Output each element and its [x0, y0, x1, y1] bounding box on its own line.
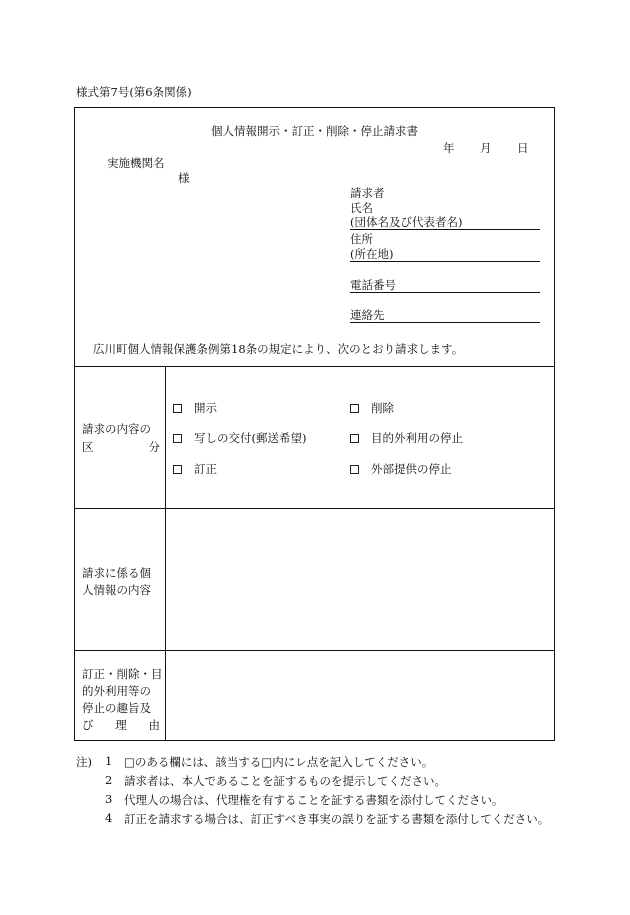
- section-divider: [75, 508, 554, 509]
- option-label: 開示: [194, 401, 217, 415]
- reason-label-part: 由: [148, 718, 160, 732]
- option-stop-external-provision[interactable]: [350, 461, 452, 477]
- reason-label: 停止の趣旨及: [82, 701, 151, 715]
- personal-info-label: 請求に係る個: [82, 566, 151, 580]
- note-number: 2: [105, 773, 113, 787]
- reason-label: 的外利用等の: [82, 684, 151, 698]
- form-title: 個人情報開示・訂正・削除・停止請求書: [211, 124, 418, 138]
- request-type-label-line2: [82, 439, 160, 455]
- section-divider: [75, 650, 554, 651]
- note-text: □のある欄には、該当する□内にレ点を記入してください。: [124, 755, 434, 769]
- requester-phone-label: 電話番号: [350, 278, 396, 292]
- requester-address-label: 住所: [350, 232, 373, 246]
- reason-label: 訂正・削除・目: [82, 667, 163, 681]
- reason-content-area[interactable]: [171, 656, 549, 736]
- date-month-label: 月: [480, 141, 492, 155]
- checkbox[interactable]: [350, 434, 359, 443]
- checkbox[interactable]: [173, 465, 182, 474]
- reason-label-part: び: [82, 718, 94, 732]
- checkbox[interactable]: [173, 434, 182, 443]
- option-correction[interactable]: [173, 461, 217, 477]
- note-number: 1: [105, 754, 113, 768]
- option-deletion[interactable]: [350, 400, 394, 416]
- honorific-label: 様: [178, 171, 190, 185]
- option-label: 写しの交付(郵送希望): [194, 431, 307, 445]
- requester-heading: 請求者: [350, 186, 385, 200]
- phone-underline: [350, 292, 540, 293]
- reason-label-part: 理: [115, 718, 127, 732]
- ordinance-statement: 広川町個人情報保護条例第18条の規定により、次のとおり請求します。: [93, 342, 464, 356]
- option-disclosure[interactable]: [173, 400, 217, 416]
- requester-name-label: 氏名: [350, 201, 373, 215]
- reason-label-line4: [82, 717, 160, 733]
- note-number: 3: [105, 792, 113, 806]
- request-type-label: 請求の内容の: [82, 422, 151, 436]
- option-copy-delivery[interactable]: [173, 430, 306, 446]
- requester-organization-label: (団体名及び代表者名): [350, 215, 463, 229]
- label-column-divider: [165, 366, 166, 740]
- checkbox[interactable]: [350, 404, 359, 413]
- contact-underline: [350, 322, 540, 323]
- checkbox[interactable]: [173, 404, 182, 413]
- request-form-frame: [74, 107, 555, 741]
- date-day-label: 日: [517, 141, 529, 155]
- note-text: 訂正を請求する場合は、訂正すべき事実の誤りを証する書類を添付してください。: [124, 812, 550, 826]
- address-underline: [350, 261, 540, 262]
- personal-info-content-area[interactable]: [171, 514, 549, 644]
- requester-contact-label: 連絡先: [350, 308, 385, 322]
- checkbox[interactable]: [350, 465, 359, 474]
- form-number-label: 様式第7号(第6条関係): [76, 85, 192, 99]
- note-text: 請求者は、本人であることを証するものを提示してください。: [124, 774, 446, 788]
- option-label: 目的外利用の停止: [371, 431, 463, 445]
- notes-prefix: 注): [76, 755, 92, 769]
- section-divider: [75, 366, 554, 367]
- option-label: 訂正: [194, 462, 217, 476]
- note-text: 代理人の場合は、代理権を有することを証する書類を添付してください。: [124, 793, 504, 807]
- institution-name-label: 実施機関名: [107, 156, 165, 170]
- name-underline: [350, 229, 540, 230]
- option-label: 削除: [371, 401, 394, 415]
- option-stop-outside-use[interactable]: [350, 430, 463, 446]
- personal-info-label: 人情報の内容: [82, 583, 151, 597]
- date-year-label: 年: [443, 141, 455, 155]
- note-number: 4: [105, 811, 113, 825]
- request-type-label-part: 分: [148, 440, 160, 454]
- request-type-label-part: 区: [82, 440, 94, 454]
- option-label: 外部提供の停止: [371, 462, 452, 476]
- requester-location-label: (所在地): [350, 247, 394, 261]
